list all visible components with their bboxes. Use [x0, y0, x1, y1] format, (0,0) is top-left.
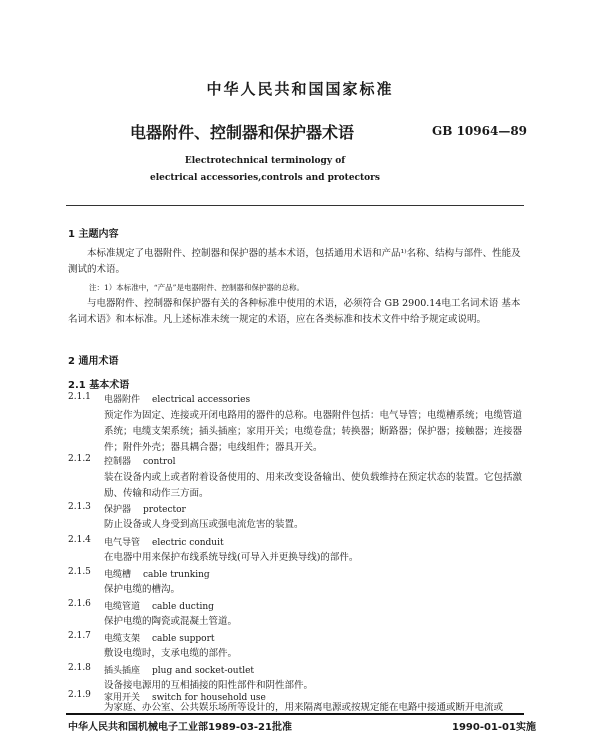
term-definition: 设备接电源用的互相插接的阳性部件和阴性部件。 [104, 680, 314, 691]
term-definition: 保护电缆的槽沟。 [104, 584, 181, 595]
term-heading [104, 392, 250, 405]
term-en: protector [143, 505, 186, 515]
term-heading [104, 631, 215, 644]
term-heading [104, 599, 214, 612]
term-en: switch for household use [152, 693, 266, 703]
term-heading [104, 454, 176, 467]
term-definition: 防止设备或人身受到高压或强电流危害的装置。 [104, 519, 304, 530]
section-2-heading: 2 通用术语 [68, 356, 119, 367]
term-heading [104, 567, 210, 580]
approval-info: 中华人民共和国机械电子工业部1989-03-21批准 [68, 722, 292, 733]
term-definition: 敷设电缆时，支承电缆的部件。 [104, 648, 238, 659]
term-en: cable trunking [143, 570, 210, 580]
term-heading [104, 663, 254, 676]
section-1-paragraph-1: 本标准规定了电器附件、控制器和保护器的基本术语，包括通用术语和产品¹⁾名称、结构与部件、性能及测试的术语。 [68, 248, 521, 275]
term-definition: 保护电缆的陶瓷或混凝土管道。 [104, 616, 238, 627]
term-cn: 电缆槽 [104, 570, 132, 580]
footnote: 注：1）本标准中，“产品”是电器附件、控制器和保护器的总称。 [89, 283, 304, 292]
term-heading [104, 535, 224, 548]
term-cn: 电气导管 [104, 538, 141, 548]
term-heading [104, 502, 186, 515]
national-standard-heading: 中华人民共和国国家标准 [206, 80, 394, 98]
term-definition: 为家庭、办公室、公共娱乐场所等设计的，用来隔离电源或按规定能在电路中接通或断开电流或 [104, 702, 504, 713]
term-cn: 插头插座 [104, 666, 141, 676]
term-number: 2.1.5 [68, 567, 91, 577]
standard-number: GB 10964—89 [432, 124, 528, 138]
term-en: cable support [152, 634, 215, 644]
term-number: 2.1.3 [68, 502, 91, 512]
term-cn: 电器附件 [104, 395, 141, 405]
term-en: plug and socket-outlet [152, 666, 255, 676]
term-number: 2.1.4 [68, 535, 91, 545]
english-title-line-1: Electrotechnical terminology of [184, 156, 346, 166]
section-2-1-heading: 2.1 基本术语 [68, 380, 130, 391]
term-number: 2.1.9 [68, 690, 91, 700]
term-cn: 保护器 [104, 505, 132, 515]
term-cn: 电缆管道 [104, 602, 141, 612]
english-title [0, 153, 530, 187]
implementation-date: 1990-01-01实施 [452, 722, 536, 733]
term-definition: 在电器中用来保护布线系统导线(可导入并更换导线)的部件。 [104, 552, 359, 563]
term-number: 2.1.1 [68, 392, 91, 402]
term-en: electric conduit [152, 538, 224, 548]
top-divider [66, 205, 524, 206]
term-cn: 控制器 [104, 457, 132, 467]
term-definition: 预定作为固定、连接或开闭电路用的器件的总称。电器附件包括：电气导管；电缆槽系统；电缆管道系统；电缆支架系统；插头插座；家用开关；电缆卷盘；转换器；断路器；保护器；接触器；连接器件；附件外壳；器具耦合器；电线组件；器具开关。 [104, 410, 523, 453]
bottom-divider [66, 713, 524, 715]
term-definition: 装在设备内或上或者附着设备使用的、用来改变设备输出、使负载维持在预定状态的装置。它包括激励、传输和动作三方面。 [104, 472, 523, 499]
term-en: cable ducting [152, 602, 214, 612]
term-number: 2.1.6 [68, 599, 91, 609]
section-1-heading: 1 主题内容 [68, 229, 119, 240]
term-cn: 家用开关 [104, 693, 141, 703]
term-number: 2.1.7 [68, 631, 91, 641]
term-number: 2.1.8 [68, 663, 91, 673]
term-en: control [143, 457, 176, 467]
section-1-paragraph-2: 与电器附件、控制器和保护器有关的各种标准中使用的术语，必须符合 GB 2900.14电工名词术语 基本名词术语》和本标准。凡上述标准未统一规定的术语，应在各类标准和技术文件中给予规定或说明。 [68, 298, 521, 325]
term-number: 2.1.2 [68, 454, 91, 464]
english-title-line-2: electrical accessories,controls and protectors [150, 173, 380, 183]
term-en: electrical accessories [152, 395, 251, 405]
document-title: 电器附件、控制器和保护器术语 [130, 123, 355, 142]
term-cn: 电缆支架 [104, 634, 141, 644]
